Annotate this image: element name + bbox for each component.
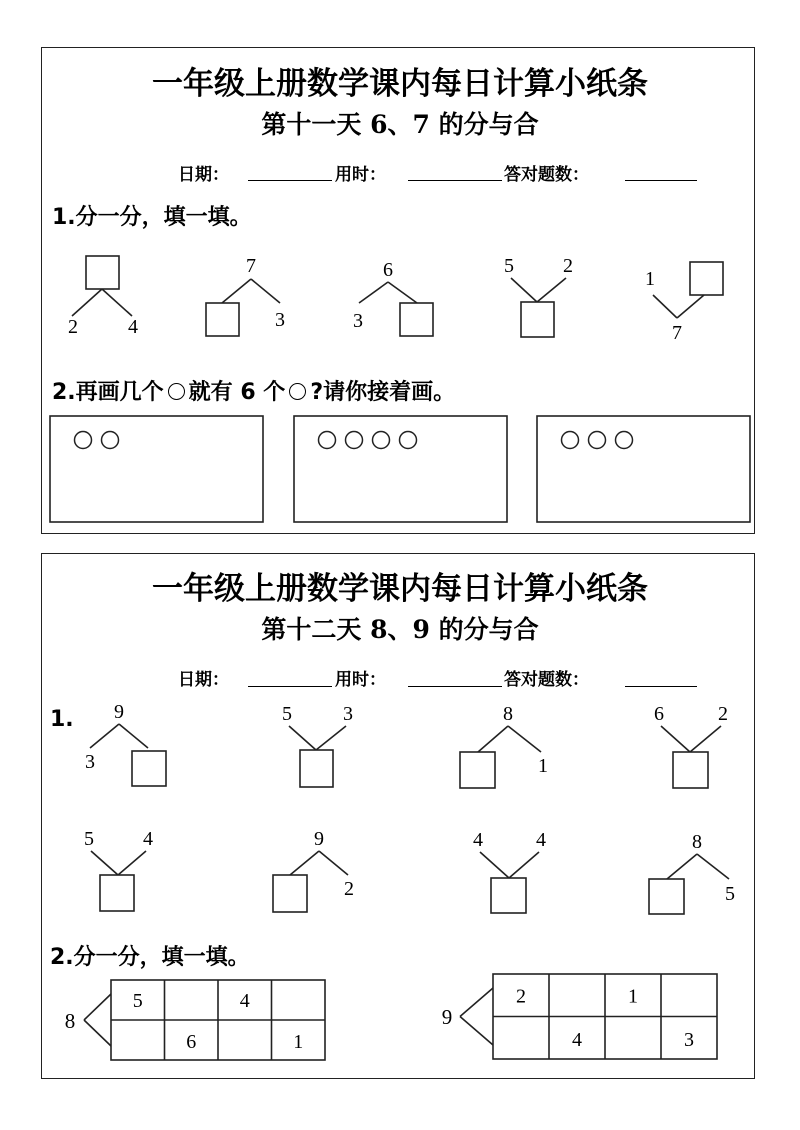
table-answer-cell[interactable] xyxy=(607,1019,659,1058)
number-label: 1 xyxy=(293,1031,304,1053)
number-label: 1 xyxy=(538,755,548,777)
bracket-line xyxy=(460,1017,493,1046)
number-label: 5 xyxy=(504,255,514,277)
branch-line xyxy=(316,726,346,750)
day12-date-label: 日期： xyxy=(178,670,229,690)
bottom-answer-box[interactable] xyxy=(491,878,526,913)
number-label: 5 xyxy=(132,990,143,1012)
day11-subtitle: 第十一天 6、7 的分与合 xyxy=(261,110,539,139)
number-label: 6 xyxy=(654,703,664,725)
branch-line xyxy=(289,726,316,750)
number-label: 3 xyxy=(85,751,95,773)
day12-correct-label: 答对题数： xyxy=(504,670,589,690)
day11-correct-label: 答对题数： xyxy=(504,165,589,185)
number-label: 1 xyxy=(628,985,638,1008)
number-label: 2 xyxy=(563,255,573,277)
number-label: 9 xyxy=(441,1005,453,1029)
branch-line xyxy=(91,851,118,875)
left-answer-box[interactable] xyxy=(649,879,684,914)
number-label: 8 xyxy=(64,1009,76,1033)
number-label: 8 xyxy=(503,703,513,725)
number-label: 5 xyxy=(282,703,292,725)
number-label: 4 xyxy=(536,829,546,851)
number-label: 4 xyxy=(473,829,483,851)
table-answer-cell[interactable] xyxy=(220,1022,270,1058)
bracket-line xyxy=(84,1020,111,1046)
branch-line xyxy=(661,726,690,752)
number-label: 3 xyxy=(353,310,363,332)
table-answer-cell[interactable] xyxy=(495,1019,547,1058)
number-label: 2 xyxy=(344,878,354,900)
bottom-answer-box[interactable] xyxy=(100,875,134,911)
branch-line xyxy=(319,851,348,875)
number-label: 4 xyxy=(572,1028,582,1051)
branch-line xyxy=(119,724,148,748)
left-answer-box[interactable] xyxy=(273,875,307,912)
branch-line xyxy=(290,851,319,875)
day12-time-label: 用时： xyxy=(335,670,386,690)
number-label: 8 xyxy=(692,831,702,853)
number-label: 4 xyxy=(239,990,250,1012)
branch-line xyxy=(480,852,509,878)
number-label: 6 xyxy=(186,1031,197,1053)
branch-line xyxy=(118,851,146,875)
day11-q2-text-a: 2.再画几个 xyxy=(52,380,164,405)
day12-title: 一年级上册数学课内每日计算小纸条 xyxy=(152,571,648,607)
number-label: 9 xyxy=(114,701,124,723)
number-label: 6 xyxy=(383,259,393,281)
number-label: 1 xyxy=(645,268,655,290)
bottom-answer-box[interactable] xyxy=(673,752,708,788)
day11-q2-text-b: 就有 6 个 xyxy=(188,380,286,405)
number-label: 5 xyxy=(725,883,735,905)
table-answer-cell[interactable] xyxy=(663,976,715,1015)
number-label: 9 xyxy=(314,828,324,850)
day12-q1-label: 1. xyxy=(50,707,74,732)
number-label: 7 xyxy=(246,255,256,277)
number-label: 5 xyxy=(84,828,94,850)
number-label: 2 xyxy=(516,985,526,1008)
branch-line xyxy=(509,852,539,878)
number-label: 4 xyxy=(143,828,153,850)
table-answer-cell[interactable] xyxy=(113,1022,163,1058)
branch-line xyxy=(667,854,697,879)
bracket-line xyxy=(84,994,111,1020)
branch-line xyxy=(478,726,508,752)
branch-line xyxy=(90,724,119,748)
branch-line xyxy=(690,726,721,752)
day11-date-label: 日期： xyxy=(178,165,229,185)
number-label: 2 xyxy=(68,316,78,338)
number-label: 7 xyxy=(672,322,682,344)
day11-title: 一年级上册数学课内每日计算小纸条 xyxy=(152,66,648,102)
number-label: 3 xyxy=(343,703,353,725)
table-answer-cell[interactable] xyxy=(167,982,217,1018)
day12-subtitle: 第十二天 8、9 的分与合 xyxy=(261,615,539,644)
day11-q1-label: 1.分一分，填一填。 xyxy=(52,205,252,230)
number-label: 2 xyxy=(718,703,728,725)
branch-line xyxy=(697,854,729,879)
day11-q2-text-c: ?请你接着画。 xyxy=(310,380,456,405)
left-answer-box[interactable] xyxy=(460,752,495,788)
day12-q2-label: 2.分一分，填一填。 xyxy=(50,945,250,970)
number-label: 4 xyxy=(128,316,138,338)
number-label: 3 xyxy=(275,309,285,331)
branch-line xyxy=(508,726,541,752)
table-answer-cell[interactable] xyxy=(551,976,603,1015)
number-label: 3 xyxy=(684,1028,694,1051)
day11-time-label: 用时： xyxy=(335,165,386,185)
bottom-answer-box[interactable] xyxy=(300,750,333,787)
right-answer-box[interactable] xyxy=(132,751,166,786)
bracket-line xyxy=(460,988,493,1017)
table-answer-cell[interactable] xyxy=(274,982,324,1018)
